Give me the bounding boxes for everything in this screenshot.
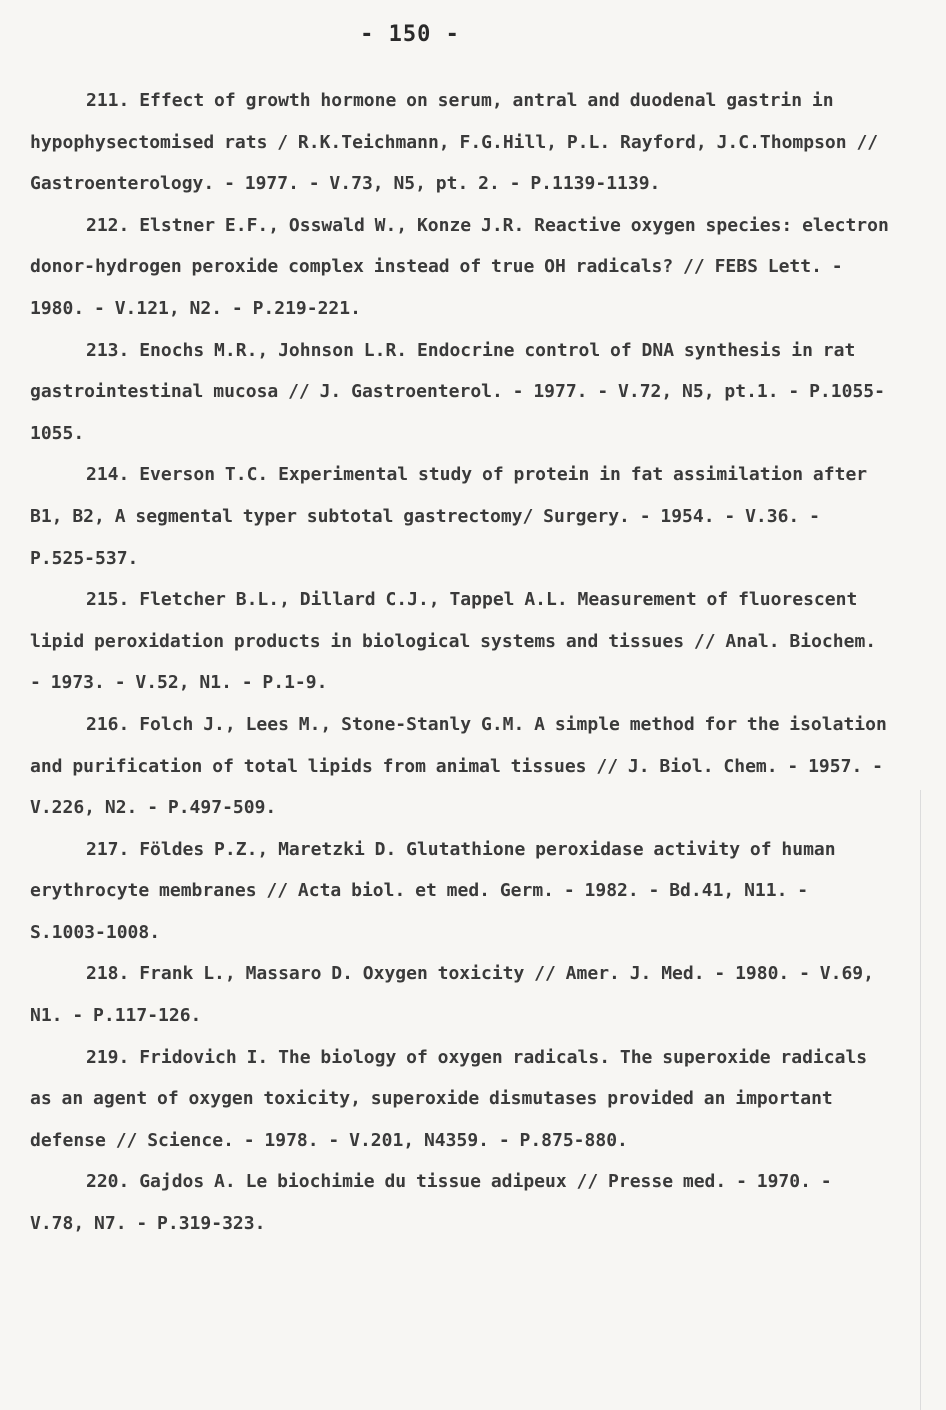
reference-number: 215.	[86, 589, 130, 611]
reference-text: Folch J., Lees M., Stone-Stanly G.M. A simple method for the isolation and purification of total lipids from animal tissues // J. Biol. Chem. - 1957. - V.226, N2. - P.497-509.	[30, 713, 887, 819]
reference-item	[30, 80, 892, 205]
scan-margin-line	[920, 790, 921, 1410]
reference-item	[30, 704, 892, 829]
reference-text: Gajdos A. Le biochimie du tissue adipeux // Presse med. - 1970. - V.78, N7. - P.319-323.	[30, 1171, 832, 1235]
reference-number: 213.	[86, 339, 130, 361]
reference-item	[30, 330, 892, 455]
reference-text: Effect of growth hormone on serum, antral and duodenal gastrin in hypophysectomised rats / R.K.Teichmann, F.G.Hill, P.L. Rayford, J.C.Thompson // Gastroenterology. - 1977. - V.73, N5, pt. 2. - P.1139-1139.	[30, 90, 879, 195]
reference-text: Fletcher B.L., Dillard C.J., Tappel A.L. Measurement of fluorescent lipid peroxidation products in biological systems and tissues // Anal. Biochem. - 1973. - V.52, N1. - P.1-9.	[30, 589, 877, 694]
reference-item	[30, 953, 892, 1036]
reference-text: Everson T.C. Experimental study of protein in fat assimilation after B1, B2, A segmental typer subtotal gastrectomy/ Surgery. - 1954. - V.36. - P.525-537.	[30, 464, 868, 569]
reference-number: 216.	[86, 713, 130, 735]
reference-list	[30, 80, 892, 1245]
reference-text: Frank L., Massaro D. Oxygen toxicity // Amer. J. Med. - 1980. - V.69, N1. - P.117-126.	[30, 963, 874, 1027]
reference-number: 218.	[86, 963, 130, 985]
reference-text: Enochs M.R., Johnson L.R. Endocrine control of DNA synthesis in rat gastrointestinal mucosa // J. Gastroenterol. - 1977. - V.72, N5, pt.1. - P.1055-1055.	[30, 339, 885, 444]
reference-item	[30, 1037, 892, 1162]
reference-item	[30, 579, 892, 704]
reference-item	[30, 1161, 892, 1244]
reference-item	[30, 454, 892, 579]
page-number: - 150 -	[360, 22, 460, 47]
reference-text: Elstner E.F., Osswald W., Konze J.R. Reactive oxygen species: electron donor-hydrogen peroxide complex instead of true OH radicals? // FEBS Lett. - 1980. - V.121, N2. - P.219-221.	[30, 214, 889, 319]
reference-number: 220.	[86, 1171, 130, 1193]
reference-number: 219.	[86, 1046, 130, 1068]
reference-item	[30, 205, 892, 330]
reference-number: 212.	[86, 214, 130, 236]
reference-item	[30, 829, 892, 954]
reference-number: 211.	[86, 90, 130, 111]
reference-text: Fridovich I. The biology of oxygen radicals. The superoxide radicals as an agent of oxygen toxicity, superoxide dismutases provided an important defense // Science. - 1978. - V.201, N4359. - P.875-880.	[30, 1046, 868, 1151]
reference-number: 217.	[86, 838, 130, 860]
reference-number: 214.	[86, 464, 130, 486]
reference-text: Földes P.Z., Maretzki D. Glutathione peroxidase activity of human erythrocyte membranes // Acta biol. et med. Germ. - 1982. - Bd.41, N11. - S.1003-1008.	[30, 838, 836, 943]
